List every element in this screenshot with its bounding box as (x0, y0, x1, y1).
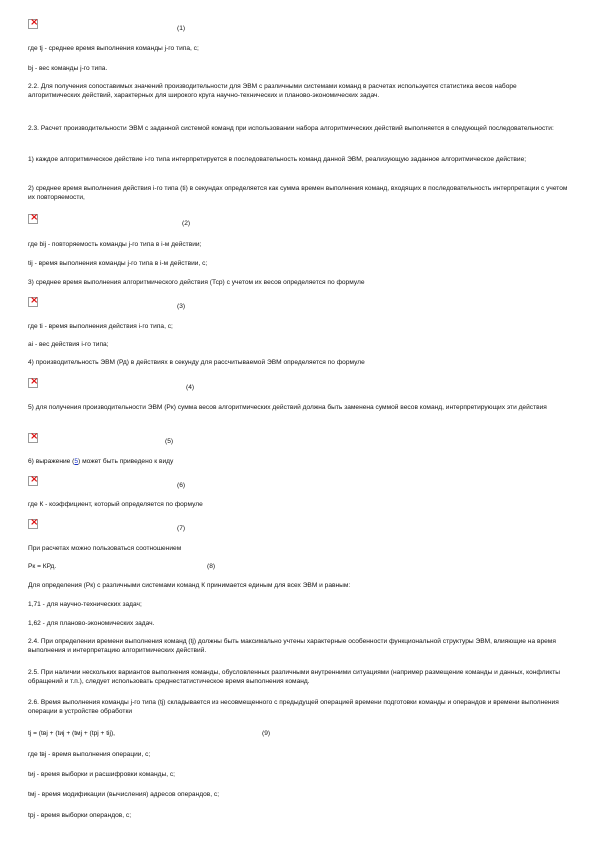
formula-6-image-placeholder (28, 476, 38, 486)
text-line: При расчетах можно пользоваться соотношением (28, 545, 182, 552)
formula-2-image-placeholder (28, 214, 38, 224)
text-line: tij - время выполнения команды j-го типа в i-м действии, с; (28, 260, 208, 267)
list-item-1: 1) каждое алгоритмическое действие i-го типа интерпретируется в последовательность команд данной ЭВМ, реализующую заданное алгоритмическое действие; (28, 156, 527, 163)
text-fragment: ) может быть приведено к виду (78, 458, 174, 465)
text-line: bj - вес команды j-го типа. (28, 65, 108, 72)
text-line: 1,62 - для планово-экономических задач. (28, 620, 155, 627)
text-line: Для определения (Рк) с различными системами команд К принимается единым для всех ЭВМ и равным: (28, 582, 351, 589)
equation-number-4: (4) (186, 384, 195, 391)
text-line: где tj - среднее время выполнения команды j-го типа, с; (28, 45, 199, 52)
text-line: где tвj - время выполнения операции, с; (28, 751, 151, 758)
formula-1-image-placeholder (28, 19, 38, 29)
list-item-2: 2) среднее время выполнения действия i-го типа (ti) в секундах определяется как сумма времен выполнения команд, входящих в последовательность интерпретации с учетом их повторяемости, (28, 185, 568, 202)
list-item-5: 5) для получения производительности ЭВМ (Рк) сумма весов алгоритмических действий должна быть заменена суммой весов команд, интерпретирующих эти действия (28, 404, 547, 411)
formula-8-text: Рк = КРд. (28, 563, 57, 570)
text-line: где bij - повторяемость команды j-го типа в i-м действии; (28, 241, 202, 248)
text-line: где К - коэффициент, который определяется по формуле (28, 501, 203, 508)
equation-number-2: (2) (182, 220, 191, 227)
text-line: tмj - время модификации (вычисления) адресов операндов, с; (28, 791, 220, 798)
paragraph-2-4: 2.4. При определении времени выполнения команд (tj) должны быть максимально учтены характерные особенности функциональной структуры ЭВМ, влияющие на время выполнения и интерпретацию алгоритмических действий. (28, 638, 556, 655)
paragraph-2-3: 2.3. Расчет производительности ЭВМ с заданной системой команд при использовании набора алгоритмических действий выполняется в следующей последовательности: (28, 125, 554, 132)
formula-7-image-placeholder (28, 519, 38, 529)
text-line: где ti - время выполнения действия i-го типа, с; (28, 323, 173, 330)
formula-3-image-placeholder (28, 297, 38, 307)
equation-number-8: (8) (207, 563, 216, 570)
formula-4-image-placeholder (28, 378, 38, 388)
text-fragment: 6) выражение ( (28, 458, 75, 465)
list-item-6 (28, 457, 568, 466)
equation-5-link[interactable]: 5 (74, 458, 79, 465)
list-item-4: 4) производительность ЭВМ (Рд) в действиях в секунду для рассчитываемой ЭВМ определяется по формуле (28, 359, 365, 366)
formula-9-text: tj = (tвj + (tиj + (tмj + (tрj + tij), (28, 730, 116, 737)
text-line: ai - вес действия i-го типа; (28, 341, 109, 348)
equation-number-6: (6) (177, 482, 186, 489)
equation-number-5: (5) (165, 438, 174, 445)
equation-number-1: (1) (177, 25, 186, 32)
paragraph-2-5: 2.5. При наличии нескольких вариантов выполнения команды, обусловленных различными внутренними ситуациями (например размещение команды и данных, конфликты обращений и т.п.), следует использовать среднестатистическое время выполнения команд. (28, 669, 560, 686)
text-line: tиj - время выборки и расшифровки команды, с; (28, 771, 175, 778)
paragraph-2-6: 2.6. Время выполнения команды j-го типа (tj) складывается из несовмещенного с предыдущей операцией времени подготовки команды и операндов и времени выполнения операции в устройстве обработки (28, 699, 559, 716)
text-line: 1,71 - для научно-технических задач; (28, 601, 142, 608)
paragraph-2-2: 2.2. Для получения сопоставимых значений производительности для ЭВМ с различными системами команд в расчетах используется статистика весов наборе алгоритмических действий, характерных для широкого круга научно-технических и планово-экономических задач. (28, 83, 517, 100)
formula-5-image-placeholder (28, 433, 38, 443)
text-line: tрj - время выборки операндов, с; (28, 812, 132, 819)
equation-number-9: (9) (262, 730, 271, 737)
equation-number-3: (3) (177, 303, 186, 310)
equation-number-7: (7) (177, 525, 186, 532)
list-item-3: 3) среднее время выполнения алгоритмического действия (Тср) с учетом их весов определяется по формуле (28, 279, 365, 286)
